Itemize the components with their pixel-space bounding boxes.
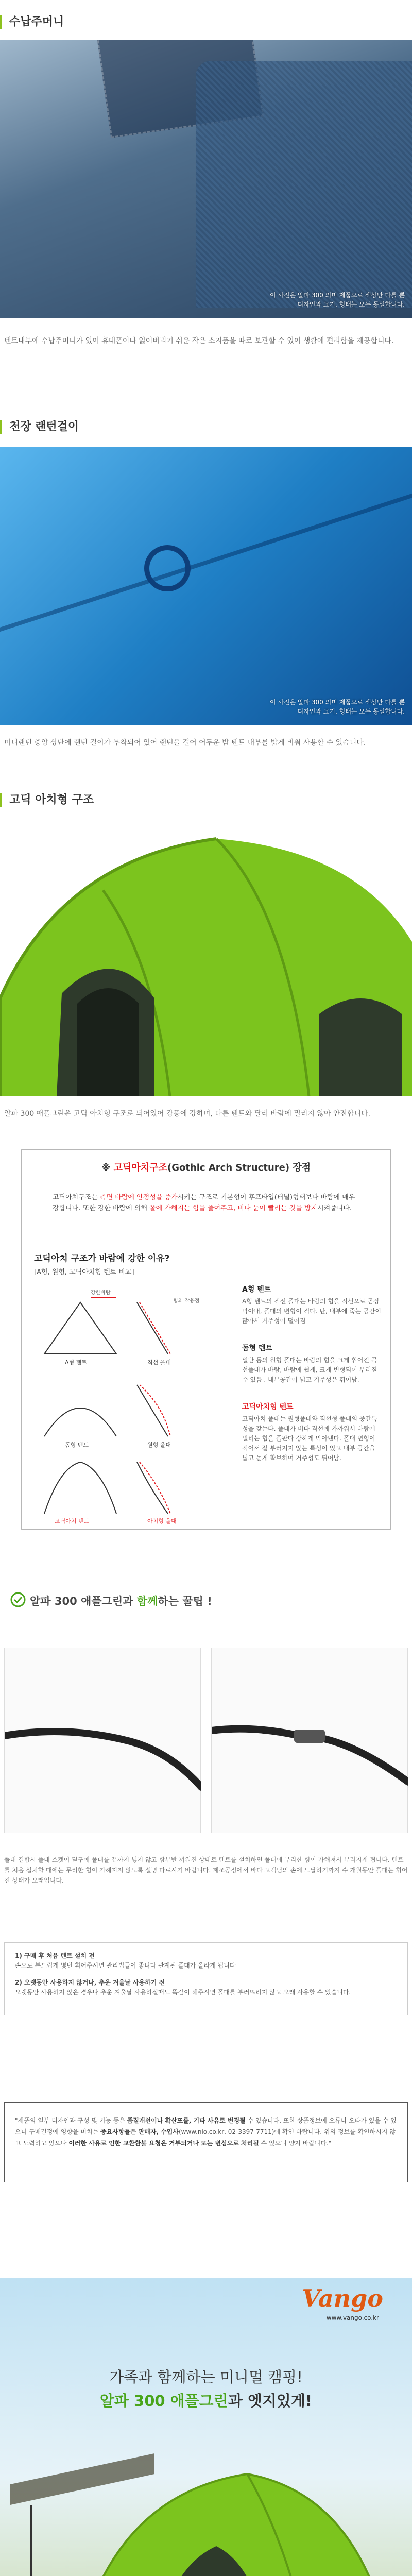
pole-photo-2 bbox=[211, 1648, 408, 1833]
dome-tent-text: 일반 돔의 원형 폴대는 바람의 힘을 크게 휘어진 곡선폴대가 바람, 바람에 쉽게, 크게 변형되어 부러질 수 있음 . 내부공간이 넓고 거주성은 뛰어남. bbox=[242, 1357, 377, 1383]
gothic-description: 알파 300 애플그린은 고딕 아치형 구조로 되어있어 강풍에 강하며, 다른 텐트와 달리 바람에 밀리지 않아 안전합니다. bbox=[4, 1110, 370, 1118]
brand-logo: Vango bbox=[302, 2284, 383, 2312]
round-pole-label: 원형 올대 bbox=[147, 1442, 171, 1448]
pole-care-notes bbox=[4, 1942, 408, 2015]
section-title-gothic: 고딕 아치형 구조 bbox=[0, 793, 94, 807]
banner-tent-scene bbox=[0, 2278, 412, 2576]
lantern-photo-caption: 이 사진은 알파 300 의미 제품으로 색상만 다를 뿐 디자인과 크기, 형태는 모두 동일합니다. bbox=[269, 699, 405, 715]
straight-pole-label: 직선 올대 bbox=[147, 1359, 171, 1366]
a-tent-title: A형 텐트 bbox=[242, 1285, 271, 1294]
green-tent-illustration bbox=[0, 828, 412, 1096]
pocket-description: 텐트내부에 수납주머니가 있어 휴대폰이나 잃어버리기 쉬운 작은 소지품을 따로 보관할 수 있어 생활에 편리함을 제공합니다. bbox=[4, 337, 394, 345]
banner-headline-1: 가족과 함께하는 미니멀 캠핑! bbox=[109, 2368, 303, 2386]
brand-url: www.vango.co.kr bbox=[326, 2314, 379, 2321]
product-warning-notice: "제품의 일부 디자인과 구성 및 기능 등은 품질개선이나 확산또를, 기타 사유로 변경될 수 있습니다. 또한 상품정보에 오류나 오타가 있을 수 있으니 구매결정에 영향을 미치는 중요사항들은 판매자, 수입사(www.nio.co.kr, 02-3397-7711)에 확인 바랍니다. 위의 정보를 확인하시지 않고 노력하고 있으나 이러한 사유로 인한 교환환불 요청은 거부되거나 또는 변심으로 처리될 수 있으니 양지 바랍니다." bbox=[4, 2102, 408, 2182]
lantern-hook-photo bbox=[0, 447, 412, 725]
pole-description: 폴대 결합시 폴대 소켓이 딛구에 폴대를 끝까지 넣지 않고 함부반 끼워진 상태로 텐트를 설치하면 폴대에 무리한 힘이 가해져서 부러지게 됩니다. 텐트를 처음 설치할 때에는 무리한 힘이 가해지지 않도록 설명 다르시기 바랍니다. 제조공정에서 바다 고객님의 손에 도달하기까지 수 개월동안 폴대는 휘어진 상태가 오래입니다. bbox=[4, 1856, 408, 1884]
arch-pole-label: 아치형 올대 bbox=[147, 1518, 177, 1524]
a-tent-label: A형 텐트 bbox=[65, 1359, 87, 1366]
dome-tent-label: 돔형 텐트 bbox=[65, 1442, 89, 1448]
gothic-arch-info-box bbox=[21, 1149, 391, 1530]
tent-comparison-diagram bbox=[34, 1282, 235, 1524]
bottom-banner bbox=[0, 2278, 412, 2576]
note-1-text: 손으로 부드럽게 몇번 휘어주시면 관리법들이 좋니다 관계된 폴대가 올라게 됩니다 bbox=[15, 1962, 236, 1969]
pole-photo-1 bbox=[4, 1648, 201, 1833]
dome-tent-shape bbox=[44, 1408, 116, 1436]
note-2-title: 2) 오랫동안 사용하지 않거나, 추운 겨울날 사용하기 전 bbox=[15, 1979, 165, 1986]
section-title-lantern: 천장 랜턴걸이 bbox=[0, 420, 79, 434]
pocket-photo-caption: 이 사진은 알파 300 의미 제품으로 색상만 다를 뿐 디자인과 크기, 형태는 모두 동일합니다. bbox=[269, 292, 405, 308]
together-tips-title: 알파 300 애플그린과 함께하는 꿀팁 ! bbox=[30, 1595, 212, 1607]
gothic-tent-shape bbox=[44, 1462, 116, 1514]
gothic-subtitle: [A형, 원형, 고딕아치형 텐트 비교] bbox=[34, 1268, 134, 1276]
a-tent-text: A형 텐트의 직선 폴대는 바람의 힘을 직선으로 곧장 막아내, 폴대의 변형이 적다. 단, 내부에 죽는 공간이 많아서 거주성이 떨어짐 bbox=[242, 1298, 381, 1325]
check-circle-icon bbox=[10, 1592, 26, 1607]
banner-headline-2: 알파 300 애플그린과 엣지있게! bbox=[99, 2392, 313, 2410]
section-title-pocket: 수납주머니 bbox=[0, 15, 64, 29]
gothic-question: 고딕아치 구조가 바람에 강한 이유? bbox=[34, 1253, 170, 1264]
wind-label-1: 강한바람 bbox=[91, 1290, 111, 1296]
a-tent-shape bbox=[44, 1302, 116, 1354]
note-2-text: 오랫동안 사용하지 않은 경우나 추운 겨울날 사용하실때도 똑같이 헤주시면 폴대를 부러뜨리지 않고 오래 사용할 수 있습니다. bbox=[15, 1989, 351, 1996]
green-tent-photo bbox=[0, 828, 412, 1096]
gothic-box-intro: 고딕아치구조는 측면 바람에 안정성을 증가시키는 구조로 기본형이 후프타입(터널)형태보다 바람에 매우 강합니다. 또한 강한 바람에 의해 폴에 가해지는 힘을 줄여주고, 비나 눈이 빨리는 것을 방지시켜줍니다. bbox=[53, 1194, 355, 1212]
gothic-box-heading: ※ 고딕아치구조(Gothic Arch Structure) 장점 bbox=[101, 1162, 311, 1173]
pocket-photo bbox=[0, 40, 412, 318]
dome-tent-title: 돔형 텐트 bbox=[242, 1344, 272, 1352]
lantern-description: 미니랜턴 중앙 상단에 랜턴 걸이가 부착되어 있어 랜턴을 걸어 어두운 밤 텐트 내부를 밝게 비춰 사용할 수 있습니다. bbox=[4, 739, 366, 747]
gothic-tent-label: 고딕아치 텐트 bbox=[55, 1518, 90, 1524]
force-label-1: 힘의 작용점 bbox=[173, 1298, 200, 1304]
tent-type-explanations bbox=[242, 1285, 382, 1481]
gothic-tent-text: 고딕아치 폴대는 원형폴대와 직선형 폴대의 중간특성을 갖는다. 폴대가 비다 직선에 가까워서 바람에 밀리는 힘을 폴판다 강하게 막아낸다. 폴대 변형이 적어서 잘 부러지지 않는 특성이 있고 내부 공간을 넓고 높게 확보하여 거주성도 뛰어남. bbox=[242, 1415, 377, 1462]
note-1-title: 1) 구매 후 처음 텐트 설치 전 bbox=[15, 1952, 95, 1959]
gothic-tent-title: 고딕아치형 텐트 bbox=[242, 1403, 294, 1411]
